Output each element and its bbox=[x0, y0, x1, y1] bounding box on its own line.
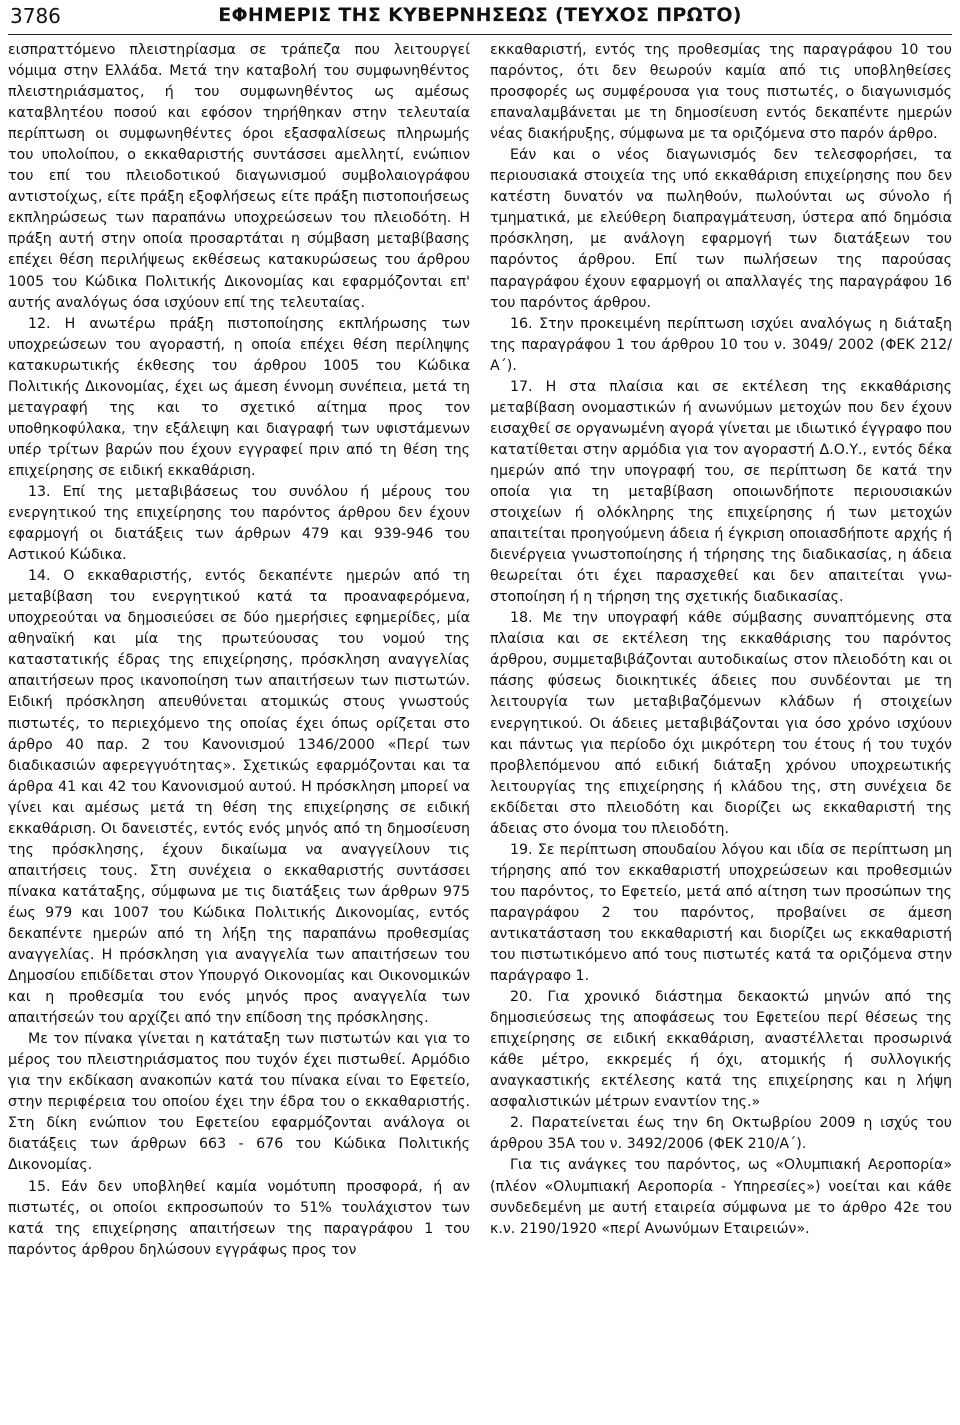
paragraph: 16. Στην προκειμένη περίπτωση ισχύει αναλόγως η διάταξη της παραγράφου 1 του άρθρου 10 του ν. 3049/ 2002 (ΦΕΚ 212/Α΄). bbox=[490, 315, 952, 374]
paragraph: εκκαθαριστή, εντός της προθεσμίας της παραγράφου 10 του παρόντος, ότι δεν θεωρούν καμία από τις υποβληθείσες προσφορές ως συμφέρουσα για τους πιστωτές, ο διαγωνισμός επαναλαμβάνεται με τη δημοσίευση εντός δεκαπέντε ημερών νέας διακήρυξης, σύμφωνα με τα οριζόμενα στο παρόν άρθρο. bbox=[490, 42, 952, 143]
page-header bbox=[8, 0, 952, 34]
paragraph: 17. Η στα πλαίσια και σε εκτέλεση της εκκαθάρισης μεταβίβαση ονομαστικών ή ανωνύμων μετοχών που δεν έχουν εισαχθεί σε οργανωμένη αγορά γίνεται με ιδιωτικό έγγραφο που κατατίθεται στην αρμόδια για τον αγοραστή Δ.Ο.Υ., εντός δέκα ημερών από την υπογραφή του, σε περίπτωση δε κατά την οποία για τη μεταβίβαση οποιωνδήποτε περιουσιακών στοιχείων ή ολόκληρης της επιχείρησης ή των μετοχών απαιτείται προηγούμενη άδεια ή έγκριση οποιασδήποτε αρχής ή διενέργεια γνωστοποίησης ή τήρησης της διαδικασίας, η άδεια θεωρείται ότι έχει παρασχεθεί και δεν απαιτείται γνωστοποίηση ή η τήρηση της σχετικής διαδικασίας. bbox=[490, 378, 952, 606]
paragraph: εισπραττόμενο πλειστηρίασμα σε τράπεζα που λειτουργεί νόμιμα στην Ελλάδα. Μετά την καταβολή του συμφωνηθέντος πλειστηριάσματος, ή του συμφωνηθέντος ως αμέσως καταβλητέου ποσού και εφόσον τηρήθηκαν στην τελευταία περίπτωση οι συμφωνηθέντες όροι εξασφαλίσεως πληρωμής του υπολοίπου, ο εκκαθαριστής συντάσσει αμελλητί, ενώπιον του επί του πλειοδοτικού διαγωνισμού συμβολαιογράφου αντιστοίχως, είτε πράξη εξοφλήσεως είτε πράξη πιστοποιήσεως εκπληρώσεως των παραπάνω υποχρεώσεων του πλειοδότη. Η πράξη αυτή στην οποία προσαρτάται η σύμβαση μεταβίβασης επέχει θέση περιλήψεως εκθέσεως κατακυρώσεως του άρθρου 1005 του Κώδικα Πολιτικής Δικονομίας και εφαρμόζονται επ' αυτής αναλόγως όσα ισχύουν επί της τελευταίας. bbox=[8, 42, 470, 311]
right-column bbox=[490, 40, 952, 1240]
left-column bbox=[8, 40, 470, 1261]
paragraph: 13. Επί της μεταβιβάσεως του συνόλου ή μέρους του ενεργητικού της επιχείρησης του παρόντος άρθρου δεν έχουν εφαρμογή οι διατάξεις των άρθρων 479 και 939-946 του Αστικού Κώδικα. bbox=[8, 483, 470, 564]
paragraph: 12. Η ανωτέρω πράξη πιστοποίησης εκπλήρωσης των υποχρεώσεων του αγοραστή, η οποία επέχει θέση περίληψης κατακυρωτικής έκθεσης του άρθρου 1005 του Κώδικα Πολιτικής Δικονομίας, έχει ως άμεση έννομη συνέπεια, μετά τη μεταγραφή της και το σχετικό αίτημα προς τον υποθηκοφύλακα, την εξάλειψη και διαγραφή των υφιστάμενων υπέρ τρίτων βαρών που έχουν εγγραφεί πριν από τη θέση της επιχείρησης σε ειδική εκκαθάριση. bbox=[8, 315, 470, 479]
paragraph: Εάν και ο νέος διαγωνισμός δεν τελεσφορήσει, τα περιουσιακά στοιχεία της υπό εκκαθάριση επιχείρησης που δεν κατέστη δυνατόν να πωληθούν, πωλούνται ως σύνολο ή τμηματικά, με ελεύθερη διαπραγμάτευση, ύστερα από δημόσια πρόσκληση, με ανάλογη εφαρμογή των διατάξεων του παρόντος άρθρου. Επί των πωλήσεων της παρούσας παραγράφου έχουν εφαρμογή οι απαλλαγές της παραγράφου 16 του παρόντος άρθρου. bbox=[490, 147, 952, 311]
paragraph: 14. Ο εκκαθαριστής, εντός δεκαπέντε ημερών από τη μεταβίβαση του ενεργητικού κατά τα προαναφερόμενα, υποχρεούται να δημοσιεύσει σε δύο ημερήσιες εφημερίδες, μία αθηναϊκή και μία της πρωτεύουσας του νομού της καταστατικής έδρας της επιχείρησης, πρόσκληση αναγγελίας απαιτήσεων προς ικανοποίηση των απαιτήσεων των πιστωτών. Ειδική πρόσκληση απευθύνεται ατομικώς στους γνωστούς πιστωτές, το περιεχόμενο της οποίας έχει όπως ορίζεται στο άρθρο 40 παρ. 2 του Κανονισμού 1346/2000 «Περί των διαδικασιών αφερεγγυότητας». Σχετικώς εφαρμόζονται και τα άρθρα 41 και 42 του Κανονισμού αυτού. Η πρόσκληση μπορεί να γίνει και αμέσως μετά τη θέση της επιχείρησης σε ειδική εκκαθάριση. Οι δανειστές, εντός ενός μηνός από τη δημοσίευση της πρόσκλησης, έχουν δικαίωμα να αναγγείλουν τις απαιτήσεις τους. Στη συνέχεια ο εκκαθαριστής συντάσσει πίνακα κατάταξης, σύμφωνα με τις διατάξεις των άρθρων 975 έως 979 και 1007 του Κώδικα Πολιτικής Δικονομίας, εντός δεκαπέντε ημερών από τη λήξη της παραπάνω προθεσμίας αναγγελίας. Η πρόσκληση για αναγγελία των απαιτήσεων του Δημοσίου επιδίδεται στον Υπουργό Οικονομίας και Οικονομικών και η προθεσμία του ενός μηνός προς αναγγελία των απαιτήσεών του αρχίζει από την επίδοση της πρόσκλησης. bbox=[8, 568, 470, 1027]
paragraph: 15. Εάν δεν υποβληθεί καμία νομότυπη προσφορά, ή αν πιστωτές, οι οποίοι εκπροσωπούν το 51% τουλάχιστον των κατά της επιχείρησης απαιτήσεων της παραγράφου 1 του παρόντος άρθρου δηλώσουν εγγράφως προς τον bbox=[8, 1178, 470, 1258]
header-divider bbox=[8, 34, 952, 35]
paragraph: 20. Για χρονικό διάστημα δεκαοκτώ μηνών από της δημοσιεύσεως της αποφάσεως του Εφετείου περί θέσεως της επιχείρησης σε ειδική εκκαθάριση, αναστέλλεται προσωρινά κάθε μέτρο, εκκρεμές ή όχι, ατομικής ή συλλογικής αναγκαστικής εκτέλεσης κατά της επιχείρησης και η λήψη ασφαλιστικών μέτρων εναντίον της.» bbox=[490, 989, 952, 1111]
gazette-title: ΕΦΗΜΕΡΙΣ ΤΗΣ ΚΥΒΕΡΝΗΣΕΩΣ (ΤΕΥΧΟΣ ΠΡΩΤΟ) bbox=[218, 4, 742, 26]
page-number: 3786 bbox=[10, 4, 61, 28]
paragraph: Για τις ανάγκες του παρόντος, ως «Ολυμπιακή Αεροπορία» (πλέον «Ολυμπιακή Αεροπορία - Υπηρεσίες») νοείται και κάθε συνδεδεμένη με αυτή εταιρεία σύμφωνα με το άρθρο 42ε του κ.ν. 2190/1920 «περί Ανωνύμων Εταιρειών». bbox=[490, 1157, 952, 1237]
paragraph: 19. Σε περίπτωση σπουδαίου λόγου και ιδία σε περίπτωση μη τήρησης από τον εκκαθαριστή υποχρεώσεων και προθεσμιών του παρόντος, το Εφετείο, μετά από αίτηση των προσώπων της παραγράφου 2 του παρόντος, προβαίνει σε άμεση αντικατάσταση του εκκαθαριστή και διορίζει ως εκκαθαριστή του πιστωτικόμενο από τους πιστωτές κατά τα οριζόμενα στην παράγραφο 1. bbox=[490, 841, 952, 985]
paragraph: Με τον πίνακα γίνεται η κατάταξη των πιστωτών και για το μέρος του πλειστηριάσματος που τυχόν έχει πιστωθεί. Αρμόδιο για την εκδίκαση ανακοπών κατά του πίνακα είναι το Εφετείο, στην περιφέρεια του οποίου έχει την έδρα του ο εκκαθαριστής. Στη δίκη ενώπιον του Εφετείου εφαρμόζονται ανάλογα οι διατάξεις των άρθρων 663 - 676 του Κώδικα Πολιτικής Δικονομίας. bbox=[8, 1031, 470, 1174]
paragraph: 18. Με την υπογραφή κάθε σύμβασης συναπτόμενης στα πλαίσια και σε εκτέλεση της εκκαθάρισης του παρόντος άρθρου, συμμεταβιβάζονται αυτοδικαίως στον πλειοδότη και οι πάσης φύσεως διοικητικές άδειες που συνδέονται με τη λειτουργία των μεταβιβαζόμενων κλάδων ή στοιχείων ενεργητικού. Οι άδειες μεταβιβάζονται για όσο χρόνο ισχύουν και πάντως για περίοδο όχι μικρότερη του έτους ή του τυχόν προβλεπόμενου από ειδική διάταξη χρόνου υποχρεωτικής λειτουργίας της επιχείρησης ή κλάδου της, στη συνέχεια δε εκδίδεται στο πλειοδότη και διορίζει ως εκκαθαριστή της άδειας στο όνομα του πλειοδότη. bbox=[490, 610, 952, 837]
paragraph: 2. Παρατείνεται έως την 6η Οκτωβρίου 2009 η ισχύς του άρθρου 35Α του ν. 3492/2006 (ΦΕΚ 210/Α΄). bbox=[490, 1115, 952, 1153]
